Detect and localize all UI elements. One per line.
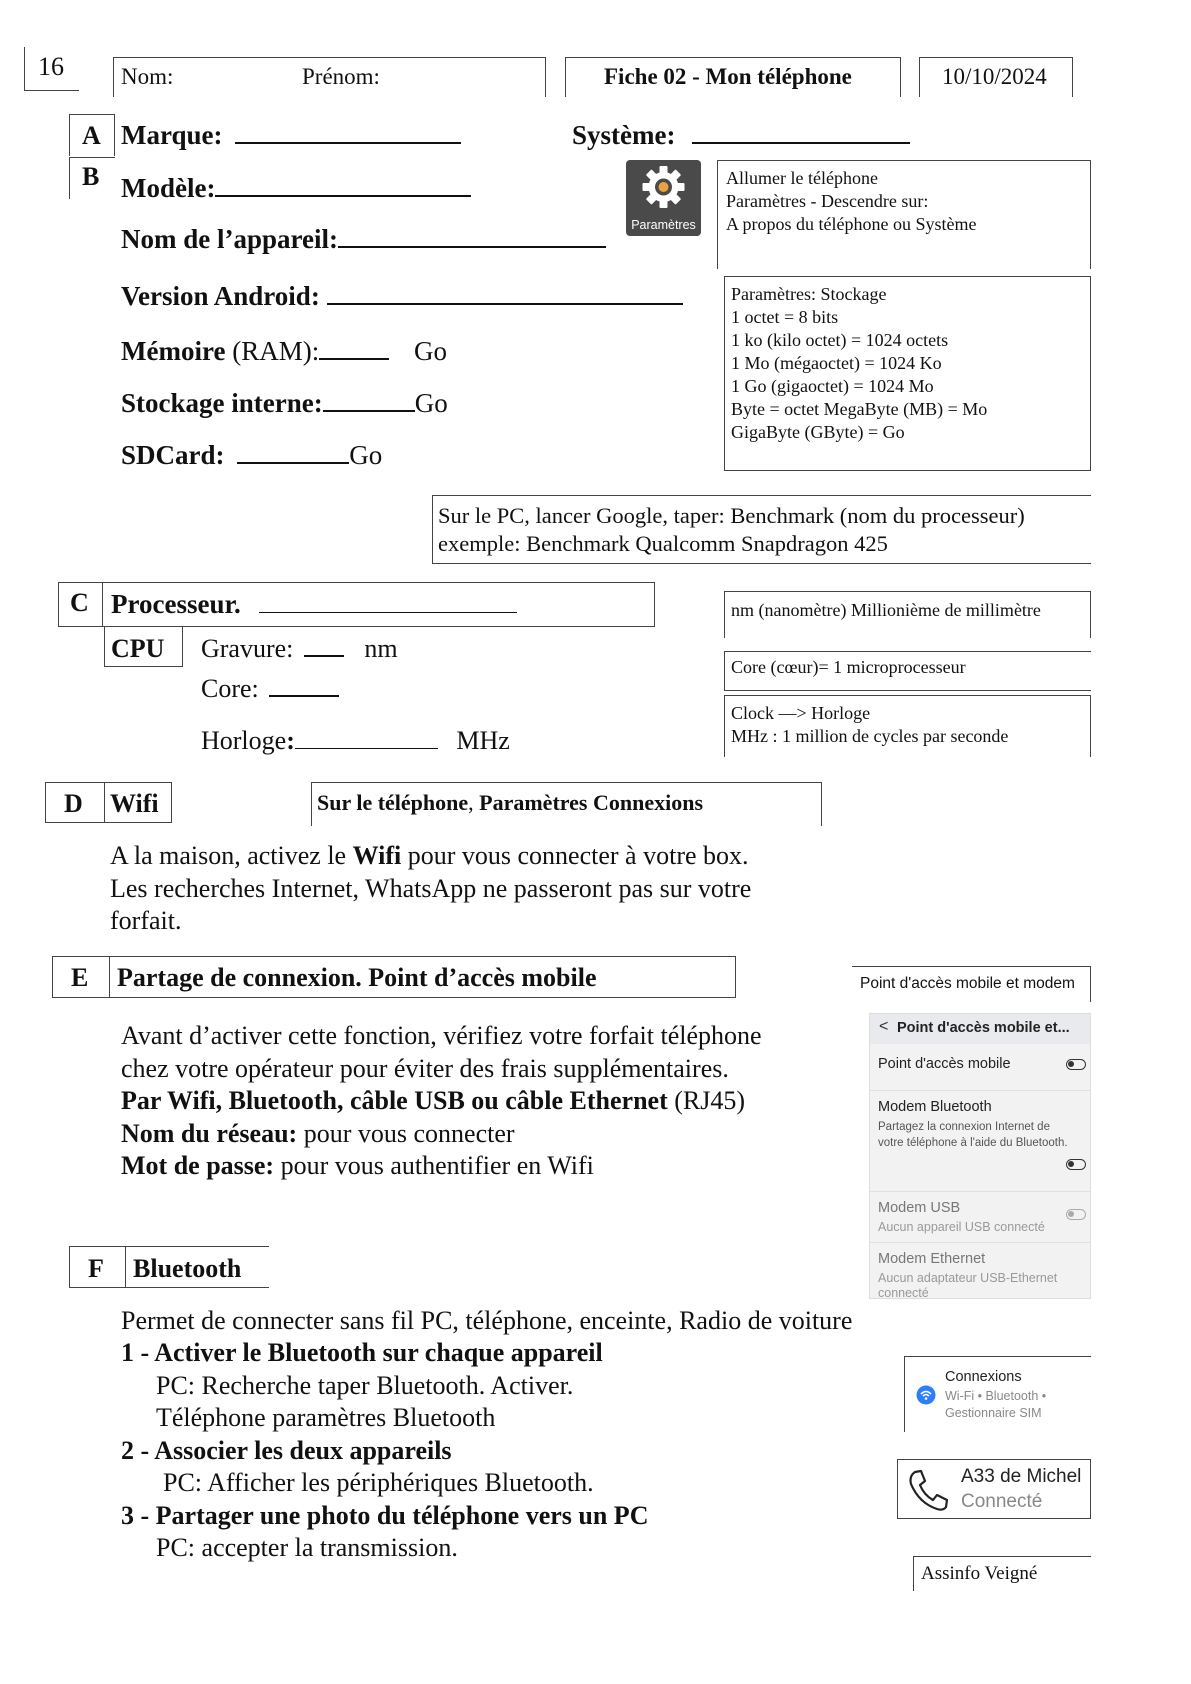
page-number: 16 — [38, 52, 64, 81]
nom-appareil-row — [121, 224, 606, 255]
nom-appareil-label: Nom de l’appareil: — [121, 224, 338, 254]
note-benchmark-text — [438, 502, 1025, 558]
settings-icon-label: Paramètres — [631, 218, 696, 232]
note-connexions-comma: , — [468, 790, 480, 815]
ethernet-modem-sub: connecté — [878, 1286, 929, 1300]
horloge-unit: MHz — [456, 726, 510, 755]
marque-row — [121, 120, 461, 151]
reseau-label: Nom du réseau: — [121, 1118, 298, 1148]
wifi-line-b: Wifi — [352, 841, 402, 870]
processeur-row — [111, 589, 517, 620]
device-name: A33 de Michel — [961, 1466, 1082, 1487]
nom-label: Nom: — [121, 64, 174, 89]
systeme-blank[interactable] — [692, 142, 910, 144]
partage-line — [121, 1150, 762, 1183]
memoire-row — [121, 336, 447, 367]
core-row — [201, 674, 339, 704]
ethernet-modem-sub: Aucun adaptateur USB-Ethernet — [878, 1271, 1058, 1285]
bluetooth-intro: Permet de connecter sans fil PC, téléphone, enceinte, Radio de voiture — [121, 1306, 853, 1335]
ethernet-modem-title: Modem Ethernet — [878, 1251, 986, 1267]
phone-call-icon — [907, 1468, 949, 1512]
wifi-line — [110, 840, 751, 873]
back-arrow-icon[interactable]: < — [879, 1018, 889, 1035]
partage-line-bold: Par Wifi, Bluetooth, câble USB ou câble Ethernet — [121, 1086, 668, 1115]
memoire-unit: Go — [413, 336, 447, 366]
stockage-blank[interactable] — [323, 410, 415, 412]
memoire-blank[interactable] — [319, 358, 389, 360]
usb-modem-title: Modem USB — [878, 1200, 961, 1216]
bluetooth-modem-title: Modem Bluetooth — [878, 1099, 992, 1115]
note-stockage-line: 1 octet = 8 bits — [731, 307, 839, 327]
processeur-blank[interactable] — [259, 612, 517, 613]
note-benchmark-line: Sur le PC, lancer Google, taper: Benchmark (nom du processeur) — [438, 503, 1025, 528]
bluetooth-modem-sub: votre téléphone à l'aide du Bluetooth. — [878, 1137, 1068, 1149]
ethernet-modem-row — [870, 1243, 1090, 1299]
sdcard-label: SDCard: — [121, 440, 225, 470]
partage-line — [121, 1118, 762, 1151]
section-letter-f: F — [88, 1254, 104, 1283]
note-settings-line: Allumer le téléphone — [726, 168, 878, 188]
bluetooth-substep: PC: Recherche taper Bluetooth. Activer. — [156, 1370, 574, 1400]
gravure-blank[interactable] — [304, 655, 344, 657]
note-stockage-line: GigaByte (GByte) = Go — [731, 422, 905, 442]
sdcard-unit: Go — [349, 440, 383, 470]
horloge-colon: : — [286, 726, 295, 755]
modele-label: Modèle: — [121, 173, 216, 203]
note-settings-line: Paramètres - Descendre sur: — [726, 191, 929, 211]
bluetooth-modem-row[interactable] — [870, 1091, 1090, 1192]
version-row — [121, 281, 683, 312]
partage-line-rest: (RJ45) — [667, 1086, 746, 1115]
note-clock-text — [731, 702, 1008, 748]
wifi-line: forfait. — [110, 906, 182, 935]
wifi-icon — [916, 1385, 936, 1405]
note-connexions-bold1: Sur le téléphone — [317, 790, 469, 815]
gear-icon — [626, 160, 701, 218]
processeur-label: Processeur. — [111, 589, 241, 619]
sdcard-row — [121, 440, 382, 471]
hotspot-row[interactable] — [870, 1048, 1090, 1091]
settings-app-icon — [626, 160, 701, 236]
core-blank[interactable] — [269, 695, 339, 697]
version-blank[interactable] — [327, 303, 683, 305]
note-clock-line: MHz : 1 million de cycles par seconde — [731, 726, 1009, 746]
note-nm-text: nm (nanomètre) Millionième de millimètre — [731, 600, 1041, 620]
bluetooth-substep: Téléphone paramètres Bluetooth — [156, 1403, 496, 1432]
usb-modem-sub: Aucun appareil USB connecté — [878, 1220, 1045, 1234]
wifi-line: Les recherches Internet, WhatsApp ne passeront pas sur votre — [110, 873, 752, 903]
page-title: Fiche 02 - Mon téléphone — [604, 64, 852, 89]
modele-row — [121, 173, 471, 204]
systeme-label: Système: — [572, 120, 676, 150]
hotspot-screen — [869, 1013, 1091, 1299]
date: 10/10/2024 — [942, 64, 1047, 89]
version-label: Version Android: — [121, 281, 320, 311]
memoire-label: Mémoire — [121, 336, 226, 366]
partage-paragraph — [121, 1020, 762, 1183]
horloge-row — [201, 726, 510, 756]
section-letter-a: A — [82, 121, 101, 150]
note-stockage-line: Byte = octet MegaByte (MB) = Mo — [731, 399, 988, 419]
partage-line: Avant d’activer cette fonction, vérifiez votre forfait téléphone — [121, 1021, 762, 1050]
partage-line: chez votre opérateur pour éviter des frais supplémentaires. — [121, 1053, 729, 1083]
bluetooth-title: Bluetooth — [133, 1254, 242, 1283]
gravure-label: Gravure: — [201, 634, 294, 663]
core-label: Core: — [201, 674, 259, 703]
password-text: pour vous authentifier en Wifi — [274, 1151, 594, 1180]
note-stockage-line: 1 Go (gigaoctet) = 1024 Mo — [731, 376, 934, 396]
note-core-text: Core (cœur)= 1 microprocesseur — [731, 657, 966, 677]
usb-modem-row — [870, 1192, 1090, 1243]
password-label: Mot de passe: — [121, 1151, 275, 1180]
bluetooth-substep: PC: accepter la transmission. — [156, 1533, 458, 1562]
note-stockage-line: 1 ko (kilo octet) = 1024 octets — [731, 330, 949, 350]
wifi-line-a: A la maison, activez le — [110, 841, 353, 870]
gravure-row — [201, 634, 398, 664]
note-stockage-text — [731, 283, 987, 444]
usb-modem-toggle — [1066, 1209, 1086, 1220]
bluetooth-step: 1 - Activer le Bluetooth sur chaque appareil — [121, 1338, 603, 1367]
stockage-unit: Go — [414, 388, 448, 418]
connected-device-card[interactable] — [897, 1459, 1091, 1519]
bluetooth-step: 3 - Partager une photo du téléphone vers un PC — [121, 1500, 649, 1530]
note-stockage-line: Paramètres: Stockage — [731, 284, 887, 304]
gravure-unit: nm — [364, 634, 398, 663]
bluetooth-substep: PC: Afficher les périphériques Bluetooth. — [163, 1468, 594, 1497]
marque-label: Marque: — [121, 120, 223, 150]
cpu-label: CPU — [111, 634, 165, 663]
prenom-label: Prénom: — [302, 64, 380, 89]
hotspot-back-title: Point d'accès mobile et... — [897, 1020, 1070, 1036]
section-letter-d: D — [64, 789, 83, 818]
connexions-title: Connexions — [945, 1369, 1022, 1385]
section-letter-c: C — [70, 588, 89, 617]
note-connexions-text — [317, 790, 703, 816]
note-stockage-line: 1 Mo (mégaoctet) = 1024 Ko — [731, 353, 942, 373]
bluetooth-modem-toggle[interactable] — [1066, 1159, 1086, 1170]
bluetooth-steps — [121, 1337, 648, 1565]
bluetooth-step: 2 - Associer les deux appareils — [121, 1435, 452, 1465]
note-clock-line: Clock —> Horloge — [731, 703, 871, 723]
hotspot-row-title: Point d'accès mobile — [878, 1056, 1011, 1072]
note-benchmark-line: exemple: Benchmark Qualcomm Snapdragon 425 — [438, 531, 888, 556]
sdcard-blank[interactable] — [237, 462, 349, 464]
nom-appareil-blank[interactable] — [338, 246, 606, 248]
modele-blank[interactable] — [215, 195, 471, 197]
connexions-card[interactable] — [904, 1356, 1091, 1432]
footer-author: Assinfo Veigné — [921, 1563, 1038, 1584]
stockage-label: Stockage interne: — [121, 388, 323, 418]
wifi-title: Wifi — [110, 789, 159, 818]
hotspot-toggle[interactable] — [1066, 1059, 1086, 1070]
note-settings-line: A propos du téléphone ou Système — [726, 214, 977, 234]
partage-title: Partage de connexion. Point d’accès mobile — [117, 963, 597, 992]
bluetooth-modem-sub: Partagez la connexion Internet de — [878, 1121, 1050, 1133]
stockage-row — [121, 388, 448, 419]
note-connexions-bold2: Paramètres Connexions — [479, 790, 704, 815]
marque-blank[interactable] — [235, 142, 461, 144]
wifi-line-c: pour vous connecter à votre box. — [401, 841, 749, 870]
memoire-suffix: (RAM): — [232, 336, 320, 366]
hotspot-menu-label: Point d'accès mobile et modem — [860, 975, 1075, 992]
hotspot-back-bar[interactable] — [870, 1014, 1090, 1044]
reseau-text: pour vous connecter — [297, 1118, 515, 1148]
section-letter-b: B — [82, 162, 100, 191]
horloge-blank[interactable] — [295, 748, 438, 749]
partage-line — [121, 1085, 762, 1118]
horloge-label: Horloge — [201, 726, 287, 755]
wifi-paragraph — [110, 840, 751, 938]
connexions-sub: Gestionnaire SIM — [945, 1406, 1042, 1420]
systeme-row — [572, 120, 910, 151]
device-status: Connecté — [961, 1491, 1043, 1512]
section-letter-e: E — [71, 963, 89, 992]
note-settings-text — [726, 167, 976, 236]
connexions-sub: Wi-Fi • Bluetooth • — [945, 1389, 1047, 1403]
